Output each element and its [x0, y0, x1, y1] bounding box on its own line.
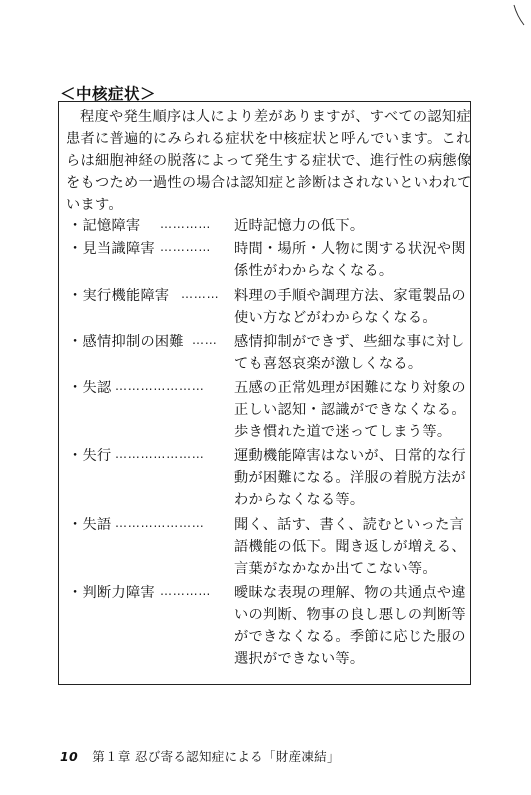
leader-dots: …………	[160, 584, 212, 598]
description-line: いの判断、物事の良し悪しの判断等	[234, 607, 466, 623]
description-line: 曖昧な表現の理解、物の共通点や違	[234, 585, 466, 601]
description-line: 近時記憶力の低下。	[234, 218, 365, 234]
leader-dots: …………………	[115, 379, 205, 393]
symptom-term: ・判断力障害	[68, 585, 155, 601]
symptom-term: ・記憶障害	[68, 218, 141, 234]
description-line: 正しい認知・認識ができなくなる。	[234, 402, 466, 418]
symptom-description	[234, 445, 466, 511]
intro-line: をもつため一過性の場合は認知症と診断はされないといわれて	[66, 175, 472, 191]
leader-dots: ………	[181, 287, 220, 301]
symptom-term: ・実行機能障害	[68, 288, 170, 304]
description-line: 語機能の低下。聞き返しが増える、	[234, 539, 466, 555]
symptom-term: ・失語	[68, 517, 112, 533]
symptom-term: ・失行	[68, 448, 112, 464]
symptom-term: ・失認	[68, 380, 112, 396]
description-line: 歩き慣れた道で迷ってしまう等。	[234, 424, 452, 440]
symptom-term: ・感情抑制の困難	[68, 334, 184, 350]
intro-line: 患者に普遍的にみられる症状を中核症状と呼んでいます。これ	[66, 131, 471, 147]
chapter-label: 第１章	[92, 749, 131, 764]
description-line: 五感の正常処理が困難になり対象の	[234, 380, 466, 396]
description-line: ても喜怒哀楽が激しくなる。	[234, 356, 423, 372]
description-line: 時間・場所・人物に関する状況や関	[234, 241, 466, 257]
description-line: 言葉がなかなか出てこない等。	[234, 561, 437, 577]
description-line: わからなくなる等。	[234, 492, 365, 508]
description-line: 感情抑制ができず、些細な事に対し	[234, 334, 465, 350]
description-line: ができなくなる。季節に応じた服の	[234, 629, 466, 645]
leader-dots: …………………	[115, 447, 205, 461]
intro-line: 程度や発生順序は人により差がありますが、すべての認知症	[80, 109, 471, 125]
page-number: 10	[60, 749, 78, 764]
description-line: 動が困難になる。洋服の着脱方法が	[234, 470, 466, 486]
symptom-description	[234, 215, 466, 237]
symptom-description	[234, 238, 466, 282]
intro-line: います。	[66, 197, 123, 213]
symptom-description	[234, 285, 466, 329]
description-line: 係性がわからなくなる。	[234, 263, 394, 279]
symptom-description	[234, 582, 466, 670]
symptom-description	[234, 331, 466, 375]
chapter-title: 忍び寄る認知症による「財産凍結」	[134, 749, 340, 764]
description-line: 聞く、話す、書く、読むといった言	[234, 517, 465, 533]
description-line: 選択ができない等。	[234, 651, 365, 667]
symptom-description	[234, 377, 466, 443]
section-heading: ＜中核症状＞	[60, 85, 157, 103]
intro-line: らは細胞神経の脱落によって発生する症状で、進行性の病態像	[66, 153, 472, 169]
description-line: 使い方などがわからなくなる。	[234, 310, 437, 326]
description-line: 料理の手順や調理方法、家電製品の	[234, 288, 466, 304]
leader-dots: …………………	[115, 516, 205, 530]
leader-dots: ……	[192, 333, 218, 347]
leader-dots: …………	[160, 217, 212, 231]
symptom-description	[234, 514, 466, 580]
description-line: 運動機能障害はないが、日常的な行	[234, 448, 466, 464]
leader-dots: …………	[160, 240, 212, 254]
page-footer	[60, 747, 340, 765]
symptom-term: ・見当識障害	[68, 241, 155, 257]
